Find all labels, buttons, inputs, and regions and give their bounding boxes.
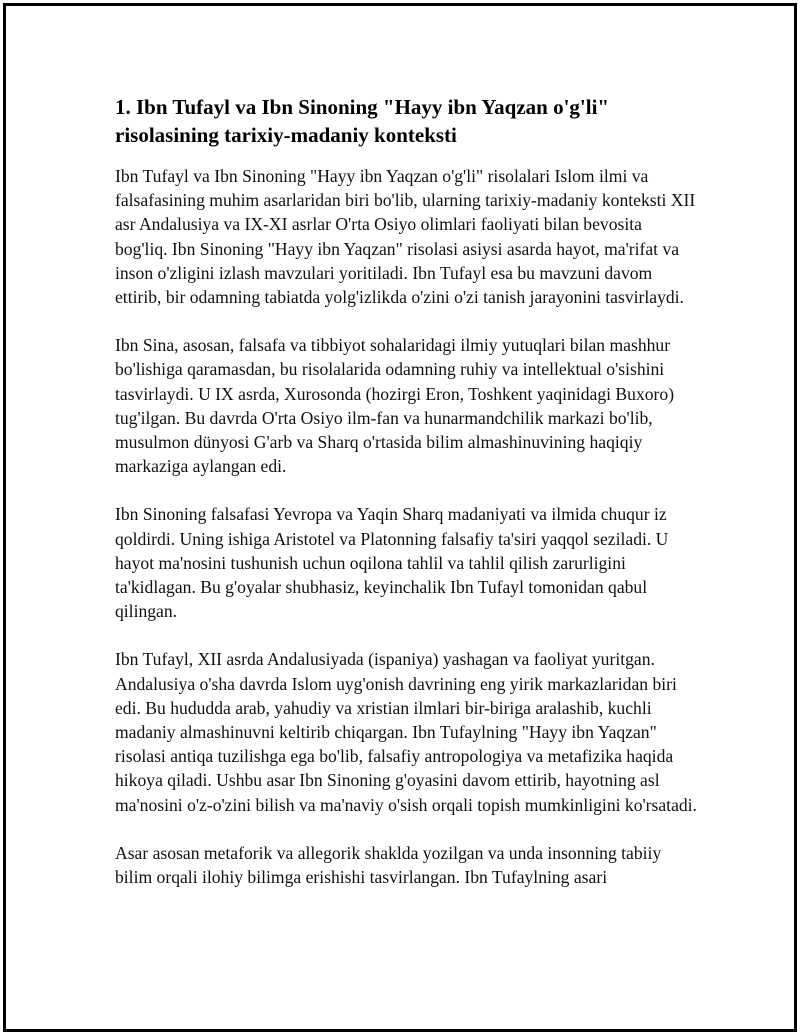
- section-heading: 1. Ibn Tufayl va Ibn Sinoning "Hayy ibn Yaqzan o'g'li" risolasining tarixiy-madaniy konteksti: [115, 95, 610, 147]
- document-body: [115, 93, 697, 913]
- paragraph-5: Asar asosan metaforik va allegorik shaklda yozilgan va unda insonning tabiiy bilim orqali ilohiy bilimga erishishi tasvirlangan. Ibn Tufaylning asari: [115, 842, 662, 888]
- paragraph-3: Ibn Sinoning falsafasi Yevropa va Yaqin Sharq madaniyati va ilmida chuqur iz qoldirdi. Uning ishiga Aristotel va Platonning falsafiy ta'siri yaqqol seziladi. U hayot ma'nosini tushunish uchun oqilona tahlil va tahlil qilish zarurligini ta'kidlagan. Bu g'oyalar shubhasiz, keyinchalik Ibn Tufayl tomonidan qabul qilingan.: [115, 504, 669, 622]
- paragraph-4: Ibn Tufayl, XII asrda Andalusiyada (ispaniya) yashagan va faoliyat yuritgan. Andalusiya o'sha davrda Islom uyg'onish davrining eng yirik markazlaridan biri edi. Bu hududda arab, yahudiy va xristian ilmlari bir-biriga aralashib, kuchli madaniy almashinuvni keltirib chiqargan. Ibn Tufaylning "Hayy ibn Yaqzan" risolasi antiqa tuzilishga ega bo'lib, falsafiy antropologiya va metafizika haqida hikoya qiladi. Ushbu asar Ibn Sinoning g'oyasini davom ettirib, hayotning asl ma'nosini o'z-o'zini bilish va ma'naviy o'sish orqali topish mumkinligini ko'rsatadi.: [115, 649, 697, 815]
- paragraph-2: Ibn Sina, asosan, falsafa va tibbiyot sohalaridagi ilmiy yutuqlari bilan mashhur bo'lishiga qaramasdan, bu risolalarida odamning ruhiy va intellektual o'sishini tasvirlaydi. U IX asrda, Xurosonda (hozirgi Eron, Toshkent yaqinidagi Buxoro) tug'ilgan. Bu davrda O'rta Osiyo ilm-fan va hunarmandchilik markazi bo'lib, musulmon dünyosi G'arb va Sharq o'rtasida bilim almashinuvining haqiqiy markaziga aylangan edi.: [115, 335, 675, 477]
- paragraph-1: Ibn Tufayl va Ibn Sinoning "Hayy ibn Yaqzan o'g'li" risolalari Islom ilmi va falsafasining muhim asarlaridan biri bo'lib, ularning tarixiy-madaniy konteksti XII asr Andalusiya va IX-XI asrlar O'rta Osiyo olimlari faoliyati bilan bevosita bog'liq. Ibn Sinoning "Hayy ibn Yaqzan" risolasi asiysi asarda hayot, ma'rifat va inson o'zligini izlash mavzulari yoritiladi. Ibn Tufayl esa bu mavzuni davom ettirib, bir odamning tabiatda yolg'izlikda o'zini o'zi tanish jarayonini tasvirlaydi.: [115, 166, 696, 308]
